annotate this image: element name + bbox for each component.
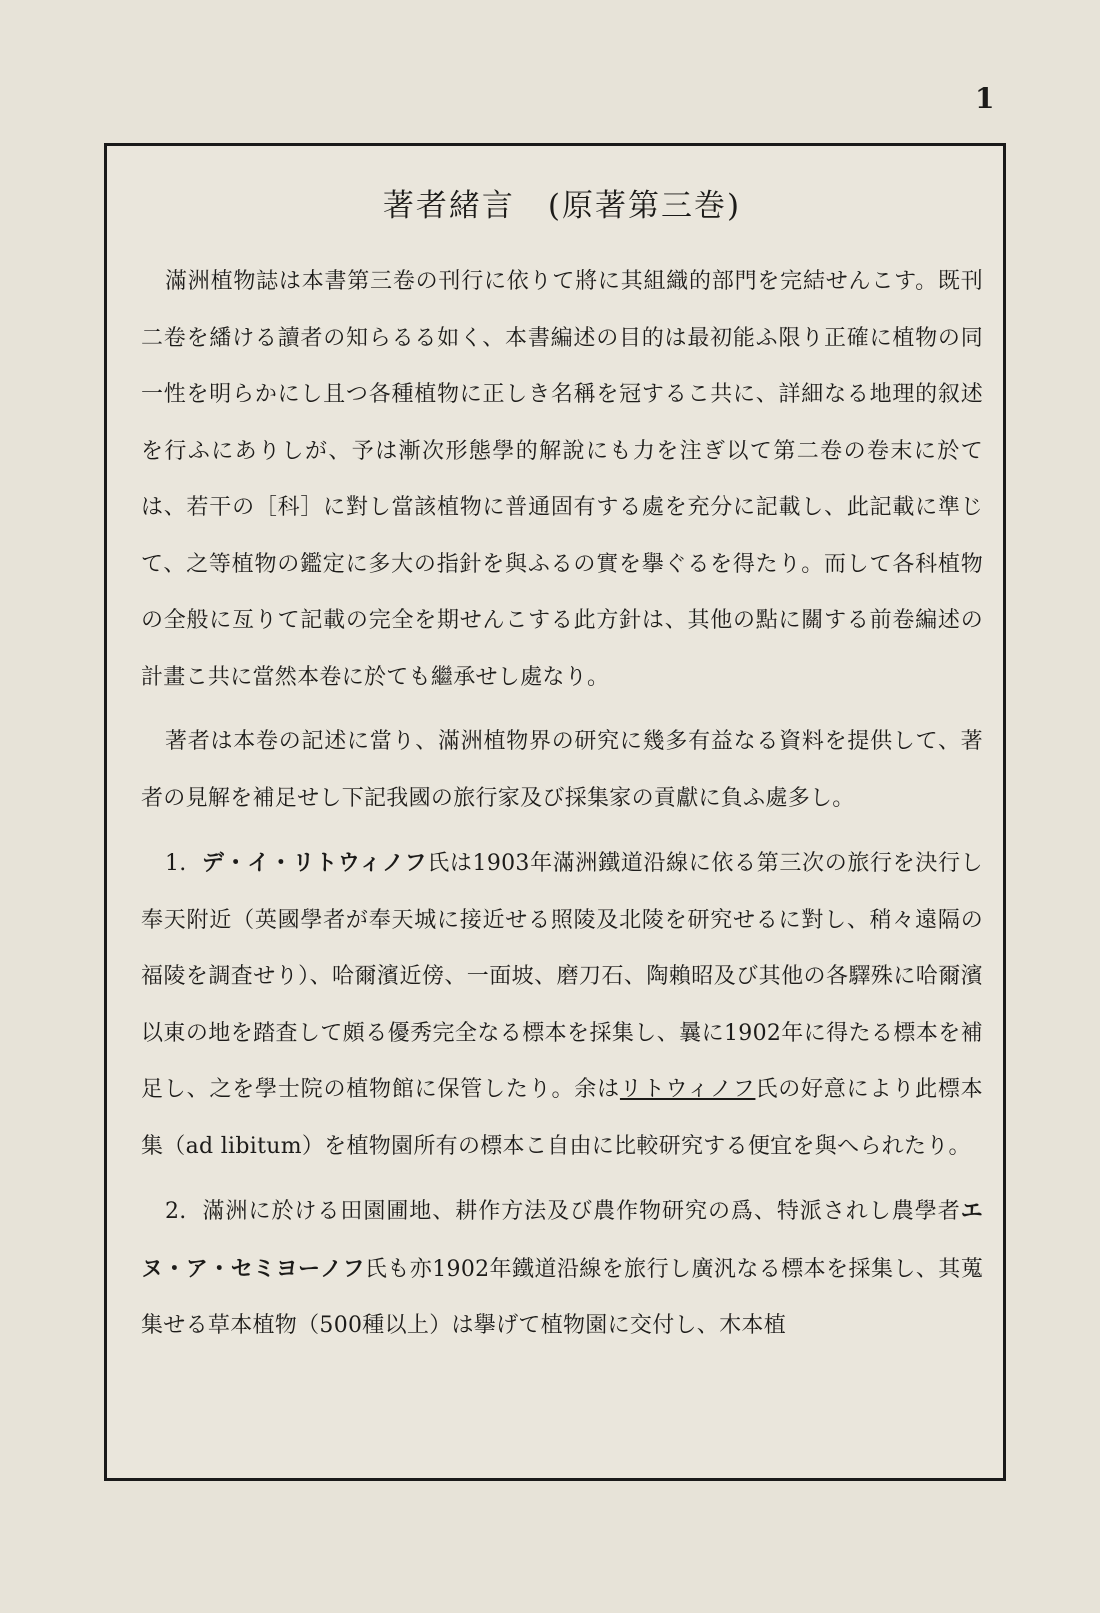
item-number: 1. <box>165 851 187 876</box>
item-text: 氏も亦1902年鐵道沿線を旅行し廣汎なる標本を採集し、其蒐集せる草本植物（500種以上）は擧げて植物園に交付し、木本植 <box>141 1256 983 1338</box>
paragraph-2: 著者は本卷の記述に當り、滿洲植物界の研究に幾多有益なる資料を提供して、著者の見解を補足せし下記我國の旅行家及び採集家の貢獻に負ふ處多し。 <box>141 729 983 811</box>
person-name: デ・イ・リトウィノフ <box>201 850 428 876</box>
body-text <box>141 254 983 1355</box>
list-item-2 <box>141 1183 983 1355</box>
item-text: 滿洲に於ける田園圃地、耕作方法及び農作物研究の爲、特派されし農學者 <box>202 1199 961 1224</box>
page-title: 著者緒言 (原著第三巻) <box>382 188 742 224</box>
list-item-1 <box>141 835 983 1175</box>
page-number: 1 <box>975 82 995 115</box>
text-frame <box>104 143 1006 1481</box>
paragraph-1: 滿洲植物誌は本書第三卷の刊行に依りて將に其組織的部門を完結せんこす。既刊二卷を繙ける讀者の知らるる如く、本書編述の目的は最初能ふ限り正確に植物の同一性を明らかにし且つ各種植物に正しき名稱を冠するこ共に、詳細なる地理的叙述を行ふにありしが、予は漸次形態學的解說にも力を注ぎ以て第二卷の卷末に於ては、若干の［科］に對し當該植物に普通固有する處を充分に記載し、此記載に準じて、之等植物の鑑定に多大の指針を與ふるの實を擧ぐるを得たり。而して各科植物の全般に亙りて記載の完全を期せんこする此方針は、其他の點に關する前卷編述の計畫こ共に當然本卷に於ても繼承せし處なり。 <box>141 269 983 690</box>
person-name-underlined: リトウィノフ <box>619 1077 756 1102</box>
item-text: 氏は1903年滿洲鐵道沿線に依る第三次の旅行を決行し奉天附近（英國學者が奉天城に接近せる照陵及北陵を研究せるに對し、稍々遠隔の福陵を調査せり）、哈爾濱近傍、一面坡、磨刀石、陶賴昭及び其他の各驛殊に哈爾濱以東の地を踏査して頗る優秀完全なる標本を採集し、曩に1902年に得たる標本を補足し、之を學士院の植物館に保管したり。余は <box>141 851 983 1102</box>
item-text: 氏の好意により此標本集（ad libitum）を植物園所有の標本こ自由に比較研究する便宜を與へられたり。 <box>141 1077 983 1159</box>
item-number: 2. <box>165 1199 187 1224</box>
person-name: エヌ・ア・セミヨーノフ <box>141 1198 983 1282</box>
